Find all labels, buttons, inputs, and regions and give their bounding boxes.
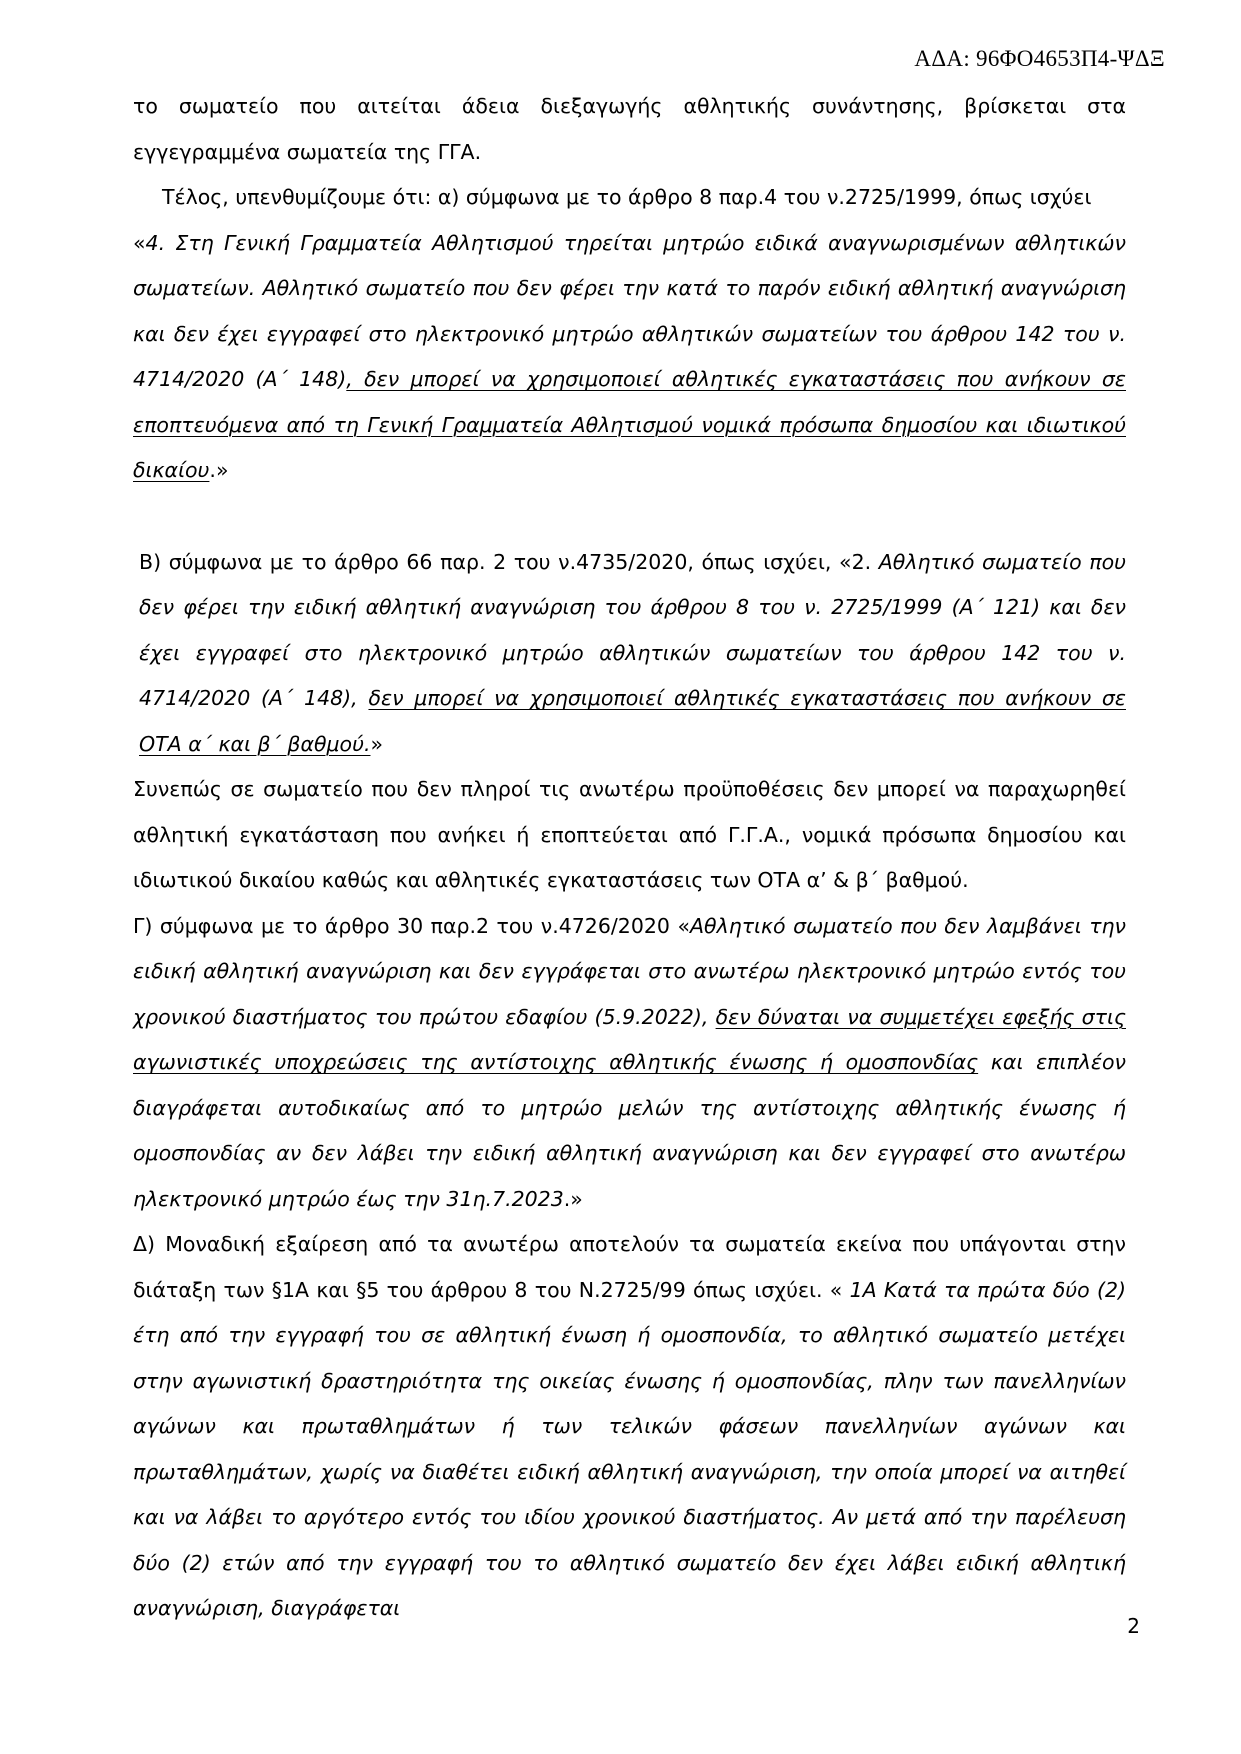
paragraph-continuation: το σωματείο που αιτείται άδεια διεξαγωγής αθλητικής συνάντησης, βρίσκεται στα εγγεγραμμένα σωματεία της ΓΓΑ. [133, 94, 1126, 164]
paragraph-c-intro: Γ) σύμφωνα με το άρθρο 30 παρ.2 του ν.4726/2020 « [133, 913, 690, 938]
paragraph-reminder-intro: Τέλος, υπενθυμίζουμε ότι: α) σύμφωνα με το άρθρο 8 παρ.4 του ν.2725/1999, όπως ισχύει [162, 185, 1092, 209]
paragraph-d-intro: Δ) Μοναδική εξαίρεση από τα ανωτέρω αποτελούν τα σωματεία εκείνα που υπάγονται στην διάταξη των §1Α και §5 του άρθρου 8 του Ν.2725/99 όπως ισχύει. « [133, 1232, 1126, 1302]
paragraph-d-quote: 1Α Κατά τα πρώτα δύο (2) έτη από την εγγραφή του σε αθλητική ένωση ή ομοσπονδία, το αθλητικό σωματείο μετέχει στην αγωνιστική δραστηριότητα της οικείας ένωσης ή ομοσπονδίας, πλην των πανελληνίων αγώνων και πρωταθλημάτων ή των τελικών φάσεων πανελληνίων αγώνων και πρωταθλημάτων, χωρίς να διαθέτει ειδική αθλητική αναγνώριση, την οποία μπορεί να αιτηθεί και να λάβει το αργότερο εντός του ιδίου χρονικού διαστήματος. Αν μετά από την παρέλευση δύο (2) ετών από την εγγραφή του το αθλητικό σωματείο δεν έχει λάβει ειδική αθλητική αναγνώριση, διαγράφεται [133, 1277, 1126, 1620]
paragraph-b-intro: Β) σύμφωνα με το άρθρο 66 παρ. 2 του ν.4735/2020, όπως ισχύει, «2. [139, 549, 879, 574]
page-number: 2 [1127, 1614, 1140, 1638]
paragraph-b-close: » [370, 731, 384, 756]
document-body [133, 84, 1126, 1632]
paragraph-consequently: Συνεπώς σε σωματείο που δεν πληροί τις ανωτέρω προϋποθέσεις δεν μπορεί να παραχωρηθεί αθλητική εγκατάσταση που ανήκει ή εποπτεύεται από Γ.Γ.Α., νομικά πρόσωπα δημοσίου και ιδιωτικού δικαίου καθώς και αθλητικές εγκαταστάσεις των ΟΤΑ α’ & β΄ βαθμού. [133, 777, 1126, 892]
quote-article-8-text: 4. Στη Γενική Γραμματεία Αθλητισμού τηρείται μητρώο ειδικά αναγνωρισμένων αθλητικών σωματείων. Αθλητικό σωματείο που δεν φέρει την κατά το παρόν ειδική αθλητική αναγνώριση και δεν έχει εγγραφεί στο ηλεκτρονικό μητρώο αθλητικών σωματείων του άρθρου 142 του ν. 4714/2020 (Α΄ 148) [133, 230, 1126, 391]
paragraph-b-underlined: δεν μπορεί να χρησιμοποιεί αθλητικές εγκαταστάσεις που ανήκουν σε ΟΤΑ α΄ και β΄ βαθμού. [139, 686, 1126, 756]
paragraph-c-quote: Αθλητικό σωματείο που δεν λαμβάνει την ειδική αθλητική αναγνώριση και δεν εγγράφεται στο ανωτέρω ηλεκτρονικό μητρώο εντός του χρονικού διαστήματος του πρώτου εδαφίου (5.9.2022), [133, 913, 1126, 1029]
paragraph-c-underlined: δεν δύναται να συμμετέχει εφεξής στις αγωνιστικές υποχρεώσεις της αντίστοιχης αθλητικής ένωσης ή ομοσπονδίας [133, 1004, 1126, 1074]
paragraph-c-article-30 [133, 904, 1126, 1223]
paragraph-b-quote: Αθλητικό σωματείο που δεν φέρει την ειδική αθλητική αναγνώριση του άρθρου 8 του ν. 2725/1999 (Α΄ 121) και δεν έχει εγγραφεί στο ηλεκτρονικό μητρώο αθλητικών σωματείων του άρθρου 142 του ν. 4714/2020 (Α΄ 148), [139, 549, 1126, 710]
quote-open: « [133, 230, 146, 255]
paragraph-d-exception [133, 1222, 1126, 1632]
paragraph-b-article-66 [133, 540, 1126, 768]
quote-article-8-underlined: , δεν μπορεί να χρησιμοποιεί αθλητικές εγκαταστάσεις που ανήκουν σε εποπτευόμενα από τη Γενική Γραμματεία Αθλητισμού νομικά πρόσωπα δημοσίου και ιδιωτικού δικαίου [133, 367, 1126, 482]
quote-close: .» [209, 458, 229, 482]
paragraph-c-close: .» [563, 1186, 583, 1211]
paragraph-c-quote-continued: και επιπλέον διαγράφεται αυτοδικαίως από το μητρώο μελών της αντίστοιχης αθλητικής ένωσης ή ομοσπονδίας αν δεν λάβει την ειδική αθλητική αναγνώριση και δεν εγγραφεί στο ανωτέρω ηλεκτρονικό μητρώο έως την 31η.7.2023 [133, 1050, 1126, 1211]
quote-article-8 [133, 221, 1126, 494]
ada-code: ΑΔΑ: 96ΦΟ4653Π4-ΨΔΞ [914, 46, 1165, 71]
